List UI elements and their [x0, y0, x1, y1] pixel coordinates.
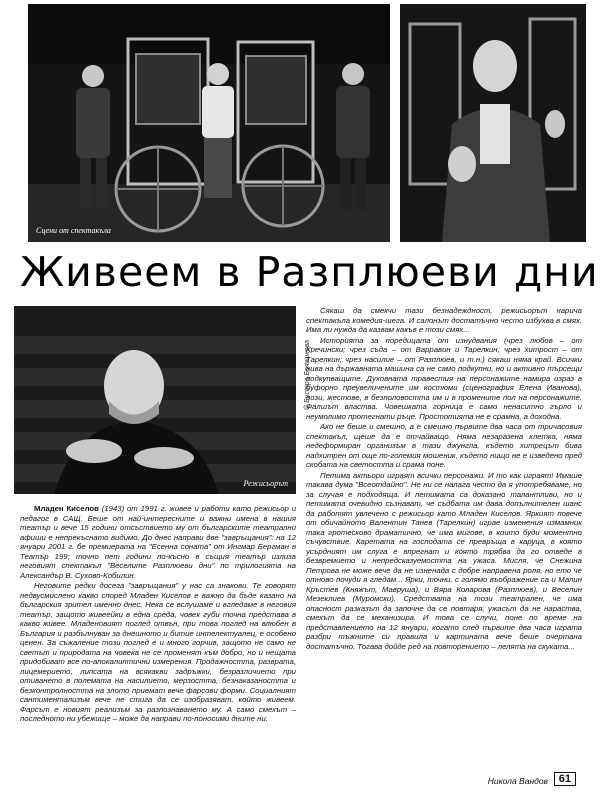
photo-credit: © Бистра Бояжикова [304, 340, 311, 410]
article-column-left [20, 504, 296, 724]
actor-closeup-illustration [400, 4, 586, 242]
article-paragraph: Историята за поредицата от изнудвания (чрез любов – от Кречински; чрез съда – от Варравин и Тарелкин; чрез хитрост – от Тарелкин; чрез насилие – от Разплюев, и т.н.) сякаш няма край. Всички нива на държавната машина са не само подкупни, но и активно търсещи подкупващите. Духовната травестия на персонажите намира израз в буфорно преувеличените им костюми (сценография Елена Иванова), пози, жестове, в безполовостта им и в промените пол на персонажите. Фалшът властва. Човешката горница е само ненаситно гърло и неумолимо протегнати ръце. Простотията не е срамна, а доходна. [306, 335, 582, 421]
article-paragraph: Младен Киселов (1943) от 1991 г. живее и работи като режисьор и педагог в САЩ. Беше от най-интересните и важни имена в нашия театър и вече 15 години отсъствието му от българските театрални афиши е непрекъснато видимо. До днес направи две "завръщания": на 12 януари 2001 г. бе премиерата на "Есенна соната" от Ингмар Бергман в Театър 199; точно пет години по-късно в същия театър излиза неговият спектакъл "Веселите Разплюеви дни" по трилогията на Александър В. Сухово-Кобилин. [20, 504, 297, 580]
director-name: Младен Киселов [34, 504, 99, 513]
director-portrait-illustration [14, 306, 296, 494]
article-paragraph: Ако не беше и смешно, а е смешно първите два часа от тричасовия спектакъл, щеше да е отчайващо. Няма незаразена клетка, няма недеформиран организъм в тази джунгла, където хитрецът бива надхитрен от още по-големия мошеник, където нищо не е изведено пред скобата на светостта и срама поне. [306, 422, 582, 469]
stage-photo-left [28, 4, 390, 242]
article-paragraph: Петима актьори играят всички персонажи. И то как играят! Имаше такава дума "Всеотдайно". Не ни се налага често да я употребяваме, но за случая е подходяща. И петимата са доказано талантливи, но и петимата очевидно съзнават, че съдбата им дава допълнителен шанс да работят увлечено с режисьор като Младен Киселов. Яркият повече от обичайното Валентин Танев (Тарелкин) играе изменения измамник така гротесково драматично, че има мигове, в които буди моментно съчувствие. Каретата на господата се превръща в каруца, в която усърдният им слуга е впрегнат и която трябва да го отведе в безвремието и непредсказуемостта на ужаса. Мисля, че Снежина Петрова не може вече да не изненада с добре направена роля, но ето че отново почуди я гледам... Ярки, точни, с голямо въображение са и Малин Кръстев (Княжът, Мавруша), и Вяра Коларова (Разплюев), и Веселин Мезеклиев (Муромски). Средствата на този театрален, че има опасност разказът да започне да се повтаря, ужасът да не нараства, смехът да се механизира. И това се случи, поне по време на представлението на 12 януари, когато след първите два часа играта разбри тъжните си правила и картината вече беше очертана достатъчно. Тогава дойде ред на повторението – лелята на скуката... [306, 470, 582, 651]
page-number: 61 [554, 772, 576, 786]
director-portrait-photo [14, 306, 296, 494]
stage-scene-illustration [28, 4, 390, 242]
stage-photo-right [400, 4, 586, 242]
photo-caption-director: Режисьорът [243, 479, 288, 488]
article-paragraph: Сякаш да смекчи тази безнадеждност, режисьорът нарича спектакъла комедия-шега. И салонът достатъчно често избухва в смях. Има ли нужда да казвам какъв е този смях... [306, 306, 582, 334]
article-paragraph: Неговите редки досега "завръщания" у нас са знакови. Те говорят недвусмислено какво според Младен Киселов е важно да бъде казано на българския зрител именно днес. Нека се вслушаме и вгледаме в неговия театър, защото живеейки в една среда, човек губи точна представа в какво живее. Младеновият поглед отвън, при това поглед на влюбен в България и разбълнуван за днешното и битие интелектуалец, е особено ценен. За съжаление този поглед е и много горчив, защото не само не светът и природата на човека не се променят към добро, но и нещата придобиват все по-апокалиптични измерения. Продажността, разврата, лицемерието, липсата на всякакви задръжки, безразличието при отиването в полемата на насилието, мерзостта, безнаказаността и безконтролността на злото приемат вече фарсови форми. Социалният сантиментализъм вече не стига да се изобразяват, който живеем. Фарсът е новият реализъм за разпознаването му. А само смехът – последното ни убежище – може да направи по-поносими дните ни. [20, 581, 296, 723]
article-author: Никола Вандов [487, 776, 548, 786]
photo-caption-stage: Сцени от спектакъла [36, 226, 111, 235]
article-column-right [306, 306, 582, 651]
article-title: Живеем в Разплюеви дни [20, 248, 599, 296]
